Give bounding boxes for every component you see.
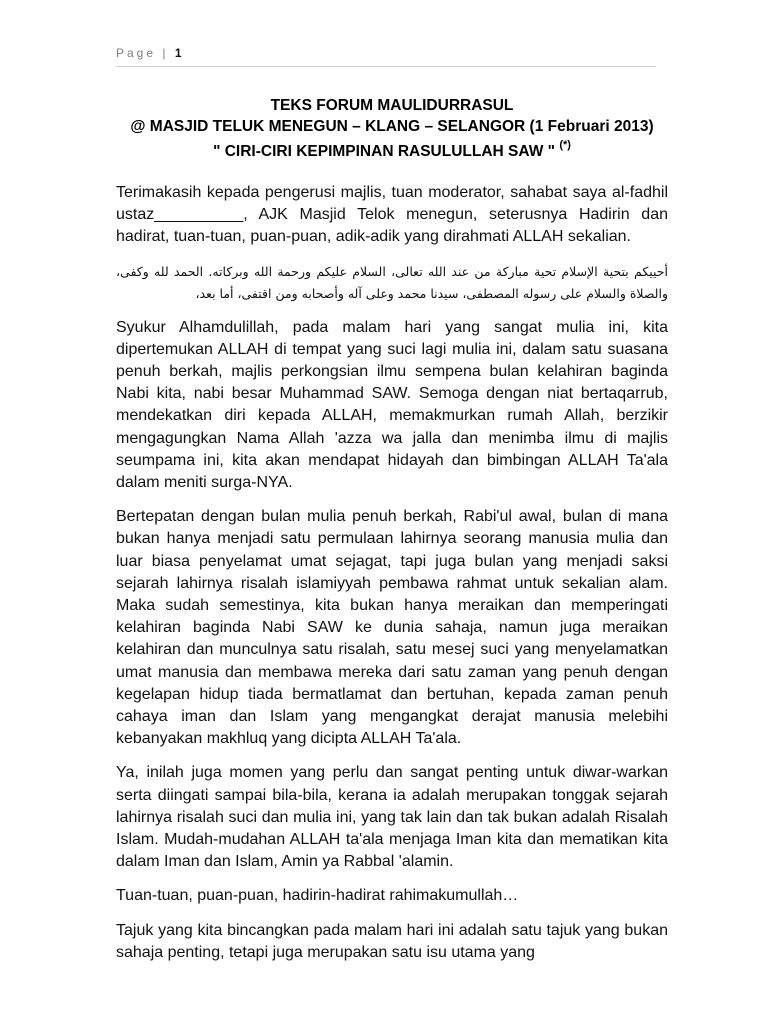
paragraph-greeting: Terimakasih kepada pengerusi majlis, tuan moderator, sahabat saya al-fadhil ustaz__________, AJK Masjid Telok menegun, seterusnya Hadirin dan hadirat, tuan-tuan, puan-puan, adik-adik yang dirahmati ALLAH sekalian.	[116, 184, 668, 246]
page-number: 1	[174, 46, 182, 60]
document-body	[116, 182, 668, 976]
paragraph-tajuk: Tajuk yang kita bincangkan pada malam hari ini adalah satu tajuk yang bukan sahaja penting, tetapi juga merupakan satu isu utama yang	[116, 921, 668, 961]
paragraph-arabic-salutation: أحييكم بتحية الإسلام تحية مباركة من عند الله تعالى، السلام عليكم ورحمة الله وبركاته. الحمد لله وكفى، والصلاة والسلام على رسوله المصطفى، سيدنا محمد وعلى آله وأصحابه ومن اقتفى، أما بعد،	[116, 263, 668, 301]
title-line-2: @ MASJID TELUK MENEGUN – KLANG – SELANGOR (1 Februari 2013)	[130, 118, 654, 135]
document-title	[116, 95, 668, 162]
page-label: Page |	[116, 46, 169, 60]
paragraph-address: Tuan-tuan, puan-puan, hadirin-hadirat rahimakumullah…	[116, 887, 519, 905]
paragraph-rabiul-awal: Bertepatan dengan bulan mulia penuh berkah, Rabi'ul awal, bulan di mana bukan hanya menjadi satu permulaan lahirnya seorang manusia mulia dan luar biasa penyelamat umat sejagat, tapi juga bulan yang menjadi saksi sejarah lahirnya risalah islamiyyah pembawa rahmat untuk sekalian alam. Maka sudah semestinya, kita bukan hanya meraikan dan memperingati kelahiran baginda Nabi SAW ke dunia sahaja, namun juga meraikan kelahiran dan munculnya satu risalah, satu mesej suci yang menyelamatkan umat manusia dan membawa mereka dari satu zaman yang penuh dengan kegelapan hidup tiada bermatlamat dan bertuhan, kepada zaman penuh cahaya iman dan Islam yang mengangkat derajat manusia melebihi kebanyakan makhluq yang dicipta ALLAH Ta'ala.	[116, 508, 668, 748]
paragraph-syukur: Syukur Alhamdulillah, pada malam hari yang sangat mulia ini, kita dipertemukan ALLAH di tempat yang suci lagi mulia ini, dalam satu suasana penuh berkah, majlis perkongsian ilmu sempena bulan kelahiran baginda Nabi kita, nabi besar Muhammad SAW. Semoga dengan niat bertaqarrub, mendekatkan diri kepada ALLAH, memakmurkan rumah Allah, berzikir mengagungkan Nama Allah 'azza wa jalla dan menimba ilmu di majlis seumpama ini, kita akan mendapat hidayah dan bimbingan ALLAH Ta'ala dalam meniti surga-NYA.	[116, 318, 668, 492]
title-line-3-wrapper	[116, 137, 668, 162]
paragraph-momen: Ya, inilah juga momen yang perlu dan sangat penting untuk diwar-warkan serta diingati sampai bila-bila, kerana ia adalah merupakan tonggak sejarah lahirnya risalah suci dan mulia ini, yang tak lain dan tak bukan adalah Risalah Islam. Mudah-mudahan ALLAH ta'ala menjaga Iman kita dan mematikan kita dalam Iman dan Islam, Amin ya Rabbal 'alamin.	[116, 764, 668, 871]
footnote-mark: (*)	[559, 139, 571, 151]
title-line-3: " CIRI-CIRI KEPIMPINAN RASULULLAH SAW "	[213, 143, 555, 161]
title-line-1: TEKS FORUM MAULIDURRASUL	[270, 97, 514, 114]
page-header	[116, 46, 656, 67]
